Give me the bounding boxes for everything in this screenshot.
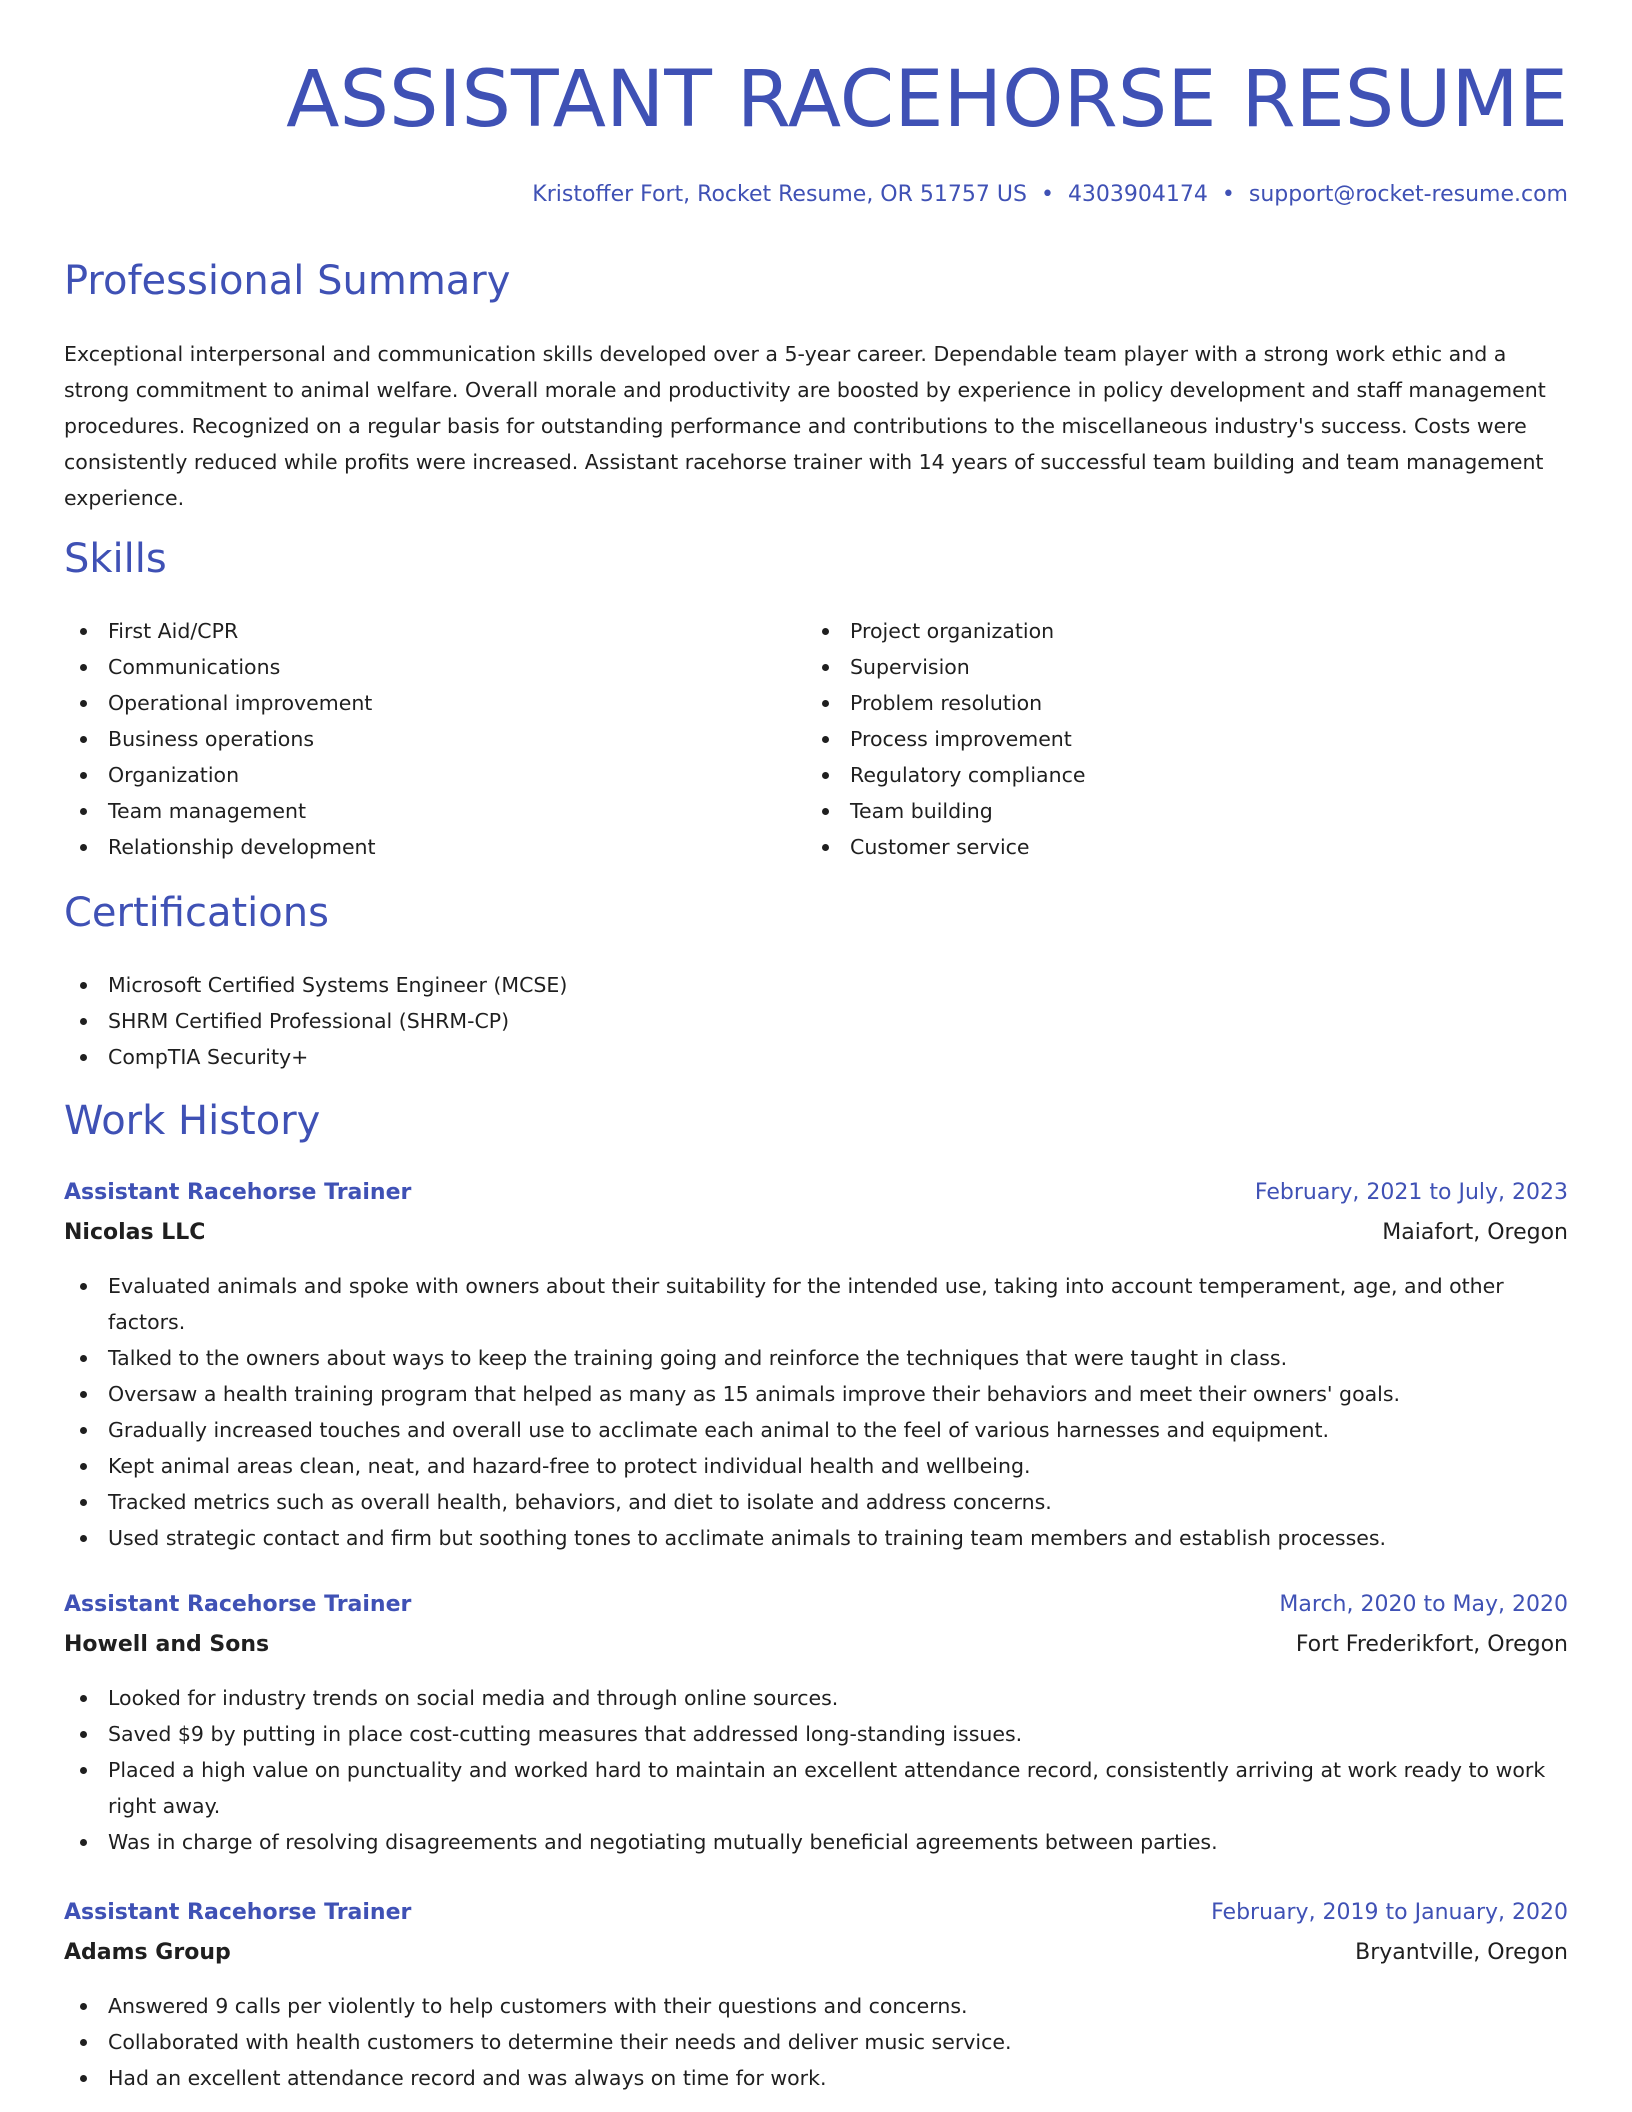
skill-item: Project organization [806, 613, 1506, 649]
skill-item: Operational improvement [64, 685, 764, 721]
certifications-heading: Certifications [64, 890, 329, 936]
job-duty-item: Had an excellent attendance record and was always on time for work. [64, 2060, 1568, 2096]
job-title: Assistant Racehorse Trainer [64, 1900, 412, 1925]
certification-item: CompTIA Security+ [64, 1039, 1568, 1075]
job-duties-list [64, 1268, 1568, 1556]
job-dates: March, 2020 to May, 2020 [1279, 1592, 1568, 1617]
job-duty-item: Kept animal areas clean, neat, and hazard-free to protect individual health and wellbeing. [64, 1448, 1568, 1484]
job-duty-item: Saved $9 by putting in place cost-cutting measures that addressed long-standing issues. [64, 1716, 1568, 1752]
work-history-heading: Work History [64, 1098, 321, 1144]
job-duty-item: Placed a high value on punctuality and worked hard to maintain an excellent attendance record, consistently arriving at work ready to work right away. [64, 1752, 1568, 1824]
skill-item: First Aid/CPR [64, 613, 764, 649]
certification-item: SHRM Certified Professional (SHRM-CP) [64, 1003, 1568, 1039]
skills-column-left [64, 613, 764, 865]
skill-item: Regulatory compliance [806, 757, 1506, 793]
job-duty-item: Evaluated animals and spoke with owners about their suitability for the intended use, taking into account temperament, age, and other factors. [64, 1268, 1568, 1340]
skills-column-right [806, 613, 1506, 865]
skill-item: Problem resolution [806, 685, 1506, 721]
summary-text: Exceptional interpersonal and communication skills developed over a 5-year career. Dependable team player with a strong work ethic and a strong commitment to animal welfare. Overall morale and productivity are boosted by experience in policy development and staff management procedures. Recognized on a regular basis for outstanding performance and contributions to the miscellaneous industry's success. Costs were consistently reduced while profits were increased. Assistant racehorse trainer with 14 years of successful team building and team management experience. [64, 342, 1546, 510]
job-duty-item: Tracked metrics such as overall health, behaviors, and diet to isolate and address concerns. [64, 1484, 1568, 1520]
job-company: Nicolas LLC [64, 1220, 206, 1245]
job-company-row [64, 1632, 1568, 1672]
contact-phone: 4303904174 [1067, 182, 1208, 207]
job-entry [64, 1592, 1568, 1860]
job-company: Adams Group [64, 1940, 231, 1965]
job-duties-list [64, 1988, 1568, 2096]
skill-item: Business operations [64, 721, 764, 757]
certifications-section [64, 967, 1568, 1075]
job-duty-item: Collaborated with health customers to determine their needs and deliver music service. [64, 2024, 1568, 2060]
job-title: Assistant Racehorse Trainer [64, 1592, 412, 1617]
certifications-list [64, 967, 1568, 1075]
skills-list-right [806, 613, 1506, 865]
job-company-row [64, 1220, 1568, 1260]
job-dates: February, 2021 to July, 2023 [1254, 1180, 1568, 1205]
contact-line [532, 182, 1568, 207]
skills-heading: Skills [64, 536, 167, 582]
job-duty-item: Used strategic contact and firm but soothing tones to acclimate animals to training team members and establish processes. [64, 1520, 1568, 1556]
job-dates: February, 2019 to January, 2020 [1211, 1900, 1568, 1925]
skill-item: Process improvement [806, 721, 1506, 757]
job-duty-item: Looked for industry trends on social media and through online sources. [64, 1680, 1568, 1716]
skill-item: Team management [64, 793, 764, 829]
job-duty-item: Talked to the owners about ways to keep the training going and reinforce the techniques that were taught in class. [64, 1340, 1568, 1376]
contact-address: Kristoffer Fort, Rocket Resume, OR 51757 US [532, 182, 1027, 207]
job-location: Bryantville, Oregon [1355, 1940, 1568, 1965]
job-header-row [64, 1180, 1568, 1220]
job-duty-item: Gradually increased touches and overall use to acclimate each animal to the feel of various harnesses and equipment. [64, 1412, 1568, 1448]
summary-heading: Professional Summary [64, 258, 511, 304]
contact-separator: • [1221, 182, 1235, 207]
skill-item: Supervision [806, 649, 1506, 685]
certification-item: Microsoft Certified Systems Engineer (MCSE) [64, 967, 1568, 1003]
job-duty-item: Oversaw a health training program that helped as many as 15 animals improve their behaviors and meet their owners' goals. [64, 1376, 1568, 1412]
job-company-row [64, 1940, 1568, 1980]
skill-item: Communications [64, 649, 764, 685]
contact-email: support@rocket-resume.com [1248, 182, 1568, 207]
job-duty-item: Was in charge of resolving disagreements and negotiating mutually beneficial agreements between parties. [64, 1824, 1568, 1860]
skill-item: Organization [64, 757, 764, 793]
job-duty-item: Answered 9 calls per violently to help customers with their questions and concerns. [64, 1988, 1568, 2024]
job-entry [64, 1900, 1568, 2096]
skill-item: Relationship development [64, 829, 764, 865]
skill-item: Team building [806, 793, 1506, 829]
job-title: Assistant Racehorse Trainer [64, 1180, 412, 1205]
job-header-row [64, 1900, 1568, 1940]
job-entry [64, 1180, 1568, 1556]
resume-title: ASSISTANT RACEHORSE RESUME [286, 55, 1568, 145]
job-duties-list [64, 1680, 1568, 1860]
job-company: Howell and Sons [64, 1632, 270, 1657]
job-location: Fort Frederikfort, Oregon [1295, 1632, 1568, 1657]
contact-separator: • [1040, 182, 1054, 207]
job-header-row [64, 1592, 1568, 1632]
skill-item: Customer service [806, 829, 1506, 865]
job-location: Maiafort, Oregon [1382, 1220, 1568, 1245]
skills-list-left [64, 613, 764, 865]
